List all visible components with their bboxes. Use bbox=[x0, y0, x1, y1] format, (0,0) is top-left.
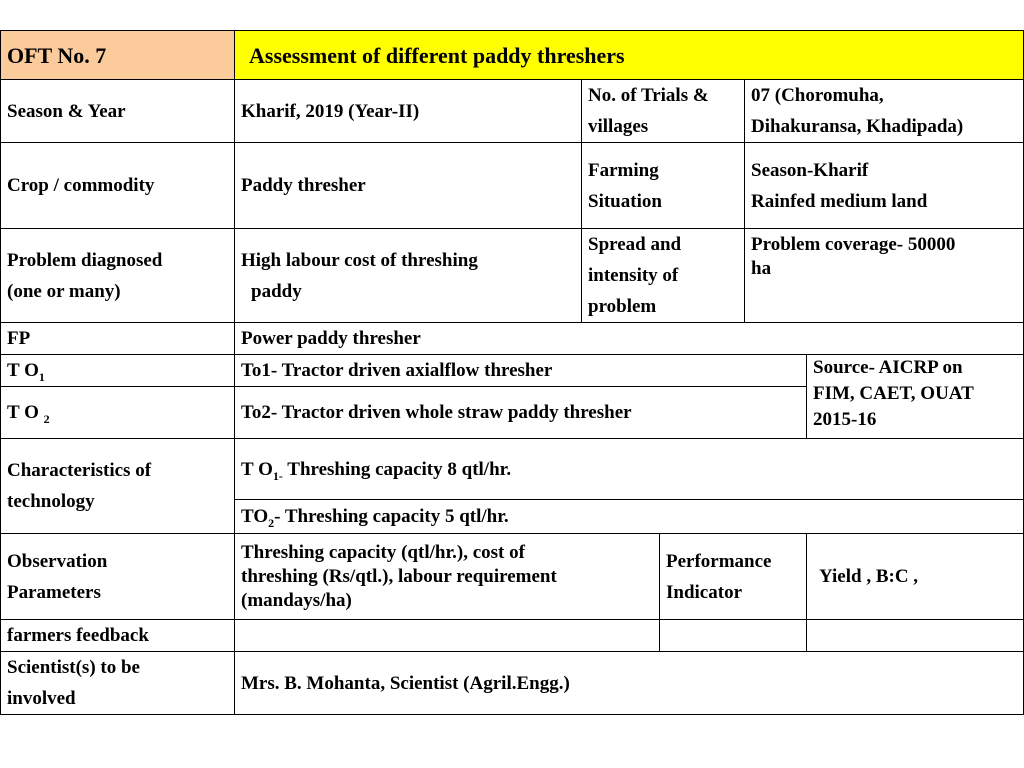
feedback-cell-2 bbox=[660, 620, 807, 652]
indicator-label bbox=[660, 534, 807, 620]
farming-label-line2: Situation bbox=[588, 190, 662, 212]
scientist-row bbox=[1, 652, 1024, 715]
scientist-value: Mrs. B. Mohanta, Scientist (Agril.Engg.) bbox=[235, 652, 1024, 715]
to1-label-text: T O bbox=[7, 360, 39, 381]
problem-value-line2: paddy bbox=[251, 280, 302, 302]
problem-value bbox=[235, 229, 582, 323]
trials-value-line1: 07 (Choromuha, bbox=[751, 85, 884, 106]
to1-char-prefix: T O bbox=[241, 458, 273, 480]
to2-label-text: T O bbox=[7, 402, 44, 423]
scientist-label bbox=[1, 652, 235, 715]
trials-value-line2: Dihakuransa, Khadipada) bbox=[751, 116, 964, 137]
crop-label: Crop / commodity bbox=[1, 143, 235, 229]
farming-label-line1: Farming bbox=[588, 159, 659, 181]
spread-label-line2: intensity of bbox=[588, 265, 679, 286]
to2-value: To2- Tractor driven whole straw paddy thresher bbox=[235, 387, 807, 439]
feedback-cell-1 bbox=[235, 620, 660, 652]
to1-char-sub: 1- bbox=[272, 468, 283, 483]
season-row bbox=[1, 80, 1024, 143]
source-line2: FIM, CAET, OUAT bbox=[813, 383, 974, 404]
oft-number: OFT No. 7 bbox=[1, 31, 235, 80]
spread-label bbox=[582, 229, 745, 323]
spread-label-line3: problem bbox=[588, 296, 657, 317]
fp-row bbox=[1, 323, 1024, 355]
farming-value-line1: Season-Kharif bbox=[751, 159, 869, 181]
observation-label-line1: Observation bbox=[7, 550, 108, 572]
season-value: Kharif, 2019 (Year-II) bbox=[235, 80, 582, 143]
to2-char-prefix: TO bbox=[241, 506, 269, 527]
scientist-label-line1: Scientist(s) to be bbox=[7, 657, 140, 678]
to2-characteristic bbox=[235, 500, 1024, 534]
scientist-label-line2: involved bbox=[7, 688, 76, 709]
header-row bbox=[1, 31, 1024, 80]
problem-label bbox=[1, 229, 235, 323]
problem-label-line2: (one or many) bbox=[7, 280, 121, 302]
trials-label-line1: No. of Trials & bbox=[588, 85, 709, 106]
observation-value bbox=[235, 534, 660, 620]
fp-value: Power paddy thresher bbox=[235, 323, 1024, 355]
observation-value-line3: (mandays/ha) bbox=[241, 589, 352, 611]
to1-value: To1- Tractor driven axialflow thresher bbox=[235, 355, 807, 387]
to1-row bbox=[1, 355, 1024, 387]
observation-label bbox=[1, 534, 235, 620]
source-line1: Source- AICRP on bbox=[813, 357, 963, 378]
indicator-label-line1: Performance bbox=[666, 550, 772, 572]
crop-value: Paddy thresher bbox=[235, 143, 582, 229]
to2-label bbox=[1, 387, 235, 439]
fp-label: FP bbox=[1, 323, 235, 355]
feedback-cell-3 bbox=[807, 620, 1024, 652]
coverage-line1: Problem coverage- 50000 bbox=[751, 234, 956, 255]
farming-label bbox=[582, 143, 745, 229]
to2-char-sub: 2 bbox=[268, 515, 275, 530]
season-label: Season & Year bbox=[1, 80, 235, 143]
farming-value-line2: Rainfed medium land bbox=[751, 190, 928, 212]
problem-value-line1: High labour cost of threshing bbox=[241, 249, 478, 271]
to2-char-text: - Threshing capacity 5 qtl/hr. bbox=[274, 506, 509, 527]
coverage-value bbox=[745, 229, 1024, 323]
trials-label bbox=[582, 80, 745, 143]
oft-title: Assessment of different paddy threshers bbox=[235, 31, 1024, 80]
feedback-label: farmers feedback bbox=[1, 620, 235, 652]
indicator-value bbox=[807, 534, 1024, 620]
oft-table bbox=[0, 30, 1024, 715]
source-note bbox=[807, 355, 1024, 439]
observation-value-line2: threshing (Rs/qtl.), labour requirement bbox=[241, 565, 557, 587]
observation-row bbox=[1, 534, 1024, 620]
characteristics-label-line2: technology bbox=[7, 491, 95, 512]
problem-row bbox=[1, 229, 1024, 323]
characteristics-label-line1: Characteristics of bbox=[7, 460, 152, 481]
to1-characteristic bbox=[235, 439, 1024, 500]
source-line3: 2015-16 bbox=[813, 409, 877, 430]
observation-value-line1: Threshing capacity (qtl/hr.), cost of bbox=[241, 541, 525, 563]
indicator-label-line2: Indicator bbox=[666, 581, 742, 603]
characteristics-label bbox=[1, 439, 235, 534]
to1-label bbox=[1, 355, 235, 387]
to1-char-text: Threshing capacity 8 qtl/hr. bbox=[282, 458, 512, 480]
to1-label-sub: 1 bbox=[38, 369, 45, 384]
observation-label-line2: Parameters bbox=[7, 581, 101, 603]
trials-label-line2: villages bbox=[588, 116, 649, 137]
farming-value bbox=[745, 143, 1024, 229]
feedback-row bbox=[1, 620, 1024, 652]
problem-label-line1: Problem diagnosed bbox=[7, 249, 163, 271]
crop-row bbox=[1, 143, 1024, 229]
coverage-line2: ha bbox=[751, 258, 772, 279]
spread-label-line1: Spread and bbox=[588, 234, 682, 255]
indicator-value-text: Yield , B:C , bbox=[819, 566, 919, 587]
trials-value bbox=[745, 80, 1024, 143]
to2-label-sub: 2 bbox=[43, 411, 50, 426]
characteristics-row-1 bbox=[1, 439, 1024, 500]
